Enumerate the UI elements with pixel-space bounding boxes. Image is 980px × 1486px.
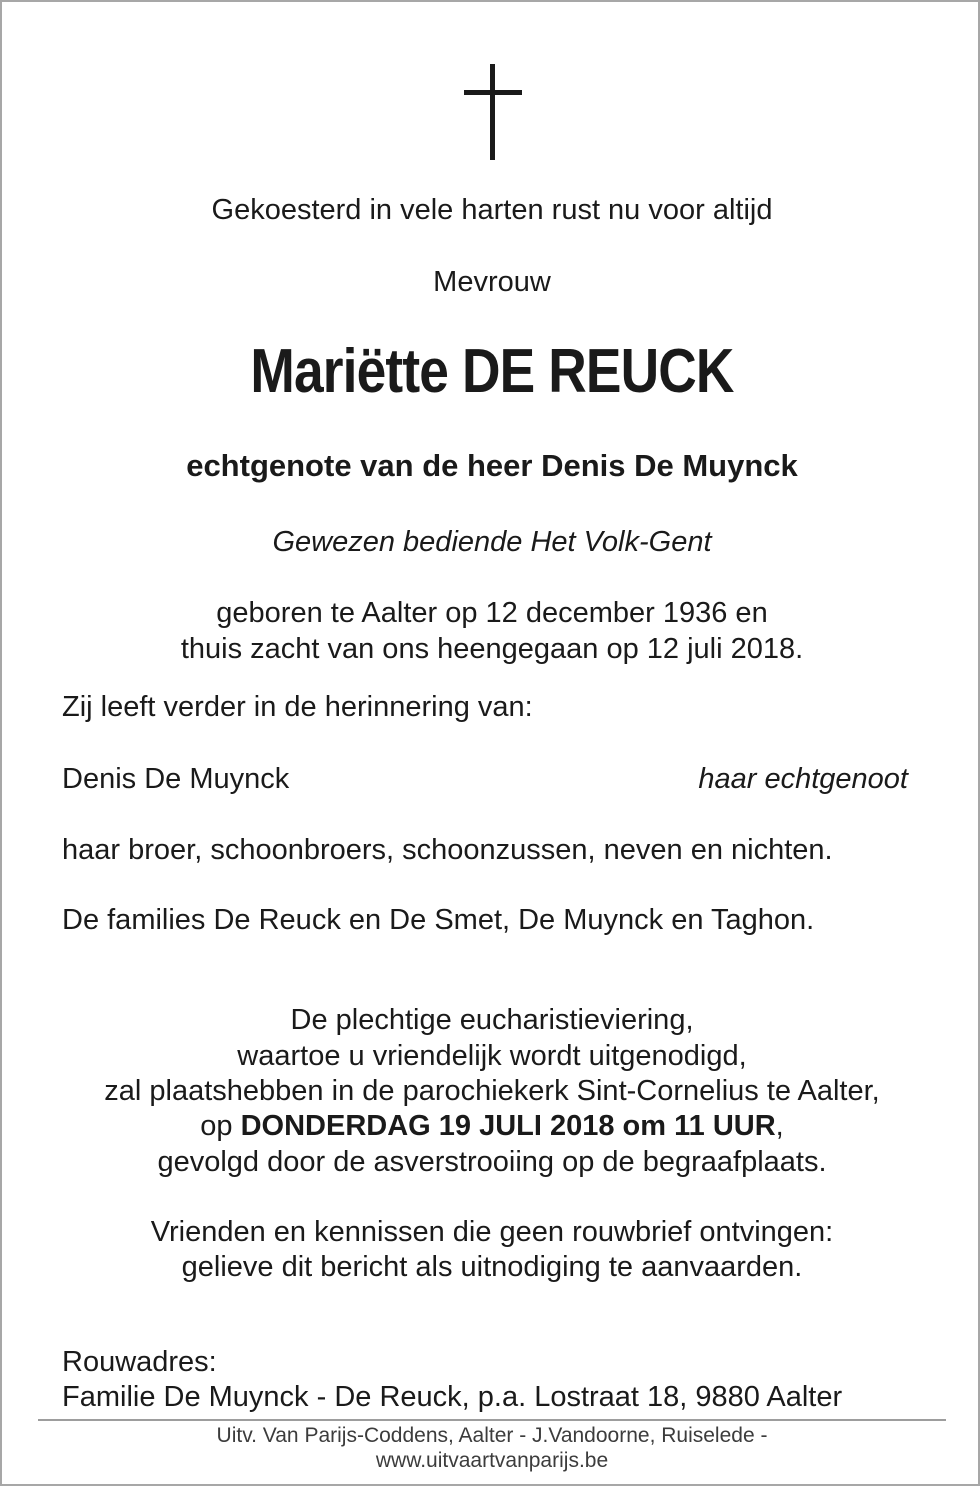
occupation: Gewezen bediende Het Volk-Gent [272,526,712,558]
ceremony-line-4 [2,1108,980,1144]
deceased-name: Mariëtte DE REUCK [250,337,734,406]
footer-divider [38,1419,946,1421]
footer-line-1: Uitv. Van Parijs-Coddens, Aalter - J.Vandoorne, Ruiselede - [216,1424,768,1447]
salutation: Mevrouw [433,266,551,298]
family-line-1: haar broer, schoonbroers, schoonzussen, neven en nichten. [62,834,833,866]
ceremony-line-3: zal plaatshebben in de parochiekerk Sint-Cornelius te Aalter, [104,1075,880,1107]
address-label: Rouwadres: [62,1346,217,1378]
invitation-line-1: Vrienden en kennissen die geen rouwbrief ontvingen: [150,1216,834,1248]
birth-line: geboren te Aalter op 12 december 1936 en [216,597,768,629]
ceremony-line-2: waartoe u vriendelijk wordt uitgenodigd, [237,1040,747,1072]
memory-intro: Zij leeft verder in de herinnering van: [62,691,533,723]
footer-website[interactable]: www.uitvaartvanparijs.be [375,1449,609,1472]
cross-icon [464,64,522,160]
ceremony-line-1: De plechtige eucharistieviering, [290,1004,694,1036]
ceremony-date-prefix: op [200,1110,241,1142]
invitation-line-2: gelieve dit bericht als uitnodiging te aanvaarden. [181,1251,803,1283]
relative-name: Denis De Muynck [62,763,290,795]
ceremony-line-5: gevolgd door de asverstrooiing op de begraafplaats. [157,1146,827,1178]
relative-relation: haar echtgenoot [698,763,908,795]
address-value: Familie De Muynck - De Reuck, p.a. Lostraat 18, 9880 Aalter [62,1381,843,1413]
intro-text: Gekoesterd in vele harten rust nu voor altijd [211,194,773,226]
spouse-line: echtgenote van de heer Denis De Muynck [186,448,798,483]
ceremony-date-suffix: , [775,1110,784,1142]
family-line-2: De families De Reuck en De Smet, De Muynck en Taghon. [62,904,815,936]
death-line: thuis zacht van ons heengegaan op 12 juli 2018. [180,633,804,665]
ceremony-date: DONDERDAG 19 JULI 2018 om 11 UUR [240,1110,776,1142]
